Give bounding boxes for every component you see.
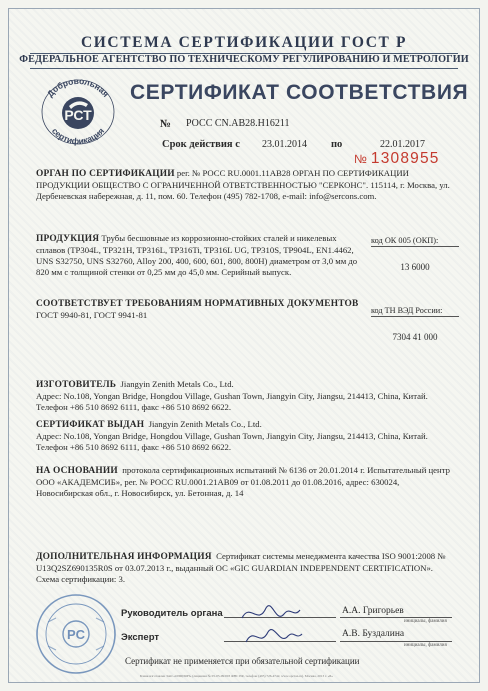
valid-from: 23.01.2014 bbox=[262, 139, 307, 150]
head-name: А.А. Григорьев bbox=[342, 606, 404, 616]
signature-scribble-icon bbox=[236, 596, 306, 652]
expert-name-line bbox=[340, 641, 452, 642]
serial-value: 1308955 bbox=[370, 150, 440, 167]
expert-name: А.В. Буздалина bbox=[342, 629, 405, 639]
conformity-heading: СООТВЕТСТВУЕТ ТРЕБОВАНИЯМ НОРМАТИВНЫХ ДОКУМЕНТОВ bbox=[36, 299, 359, 309]
blank-imprint: Бланк изготовлен ЗАО «ОПЦИОН» (лицензия № 05-05-09/003 ФНС РФ, телефон (495) 726-4742, www.opcion.ru). Москва, 2013 г. «Б» bbox=[140, 674, 334, 678]
manufacturer-name: Jiangyin Zenith Metals Co., Ltd. bbox=[120, 379, 234, 389]
logo-letters: РСТ bbox=[64, 107, 92, 123]
cert-number-label: № bbox=[160, 118, 172, 130]
issued-to-heading: СЕРТИФИКАТ ВЫДАН bbox=[36, 420, 145, 430]
header-rule-bottom bbox=[30, 68, 458, 69]
okp-code-box bbox=[371, 236, 459, 272]
agency-title: ФЕДЕРАЛЬНОЕ АГЕНТСТВО ПО ТЕХНИЧЕСКОМУ РЕГУЛИРОВАНИЮ И МЕТРОЛОГИИ bbox=[19, 54, 469, 65]
organ-block bbox=[36, 168, 456, 202]
valid-to: 22.01.2017 bbox=[380, 139, 425, 150]
head-name-line bbox=[340, 617, 452, 618]
cert-number: РОСС CN.AB28.H16211 bbox=[186, 118, 290, 129]
manufacturer-address: Адрес: No.108, Yongan Bridge, Hongdou Village, Gushan Town, Jiangyin City, Jiangsu, 214413, China, Китай. Телефон +86 510 8692 6111, факс +86 510 8692 6622. bbox=[36, 391, 428, 412]
additional-text: Сертификат системы менеджмента качества ISO 9001:2008 № U13Q2SZ690135R0S от 03.07.2013 г., выданный ОС «GIC GUARDIAN INDEPENDENT CERTIFICATION». bbox=[36, 551, 446, 573]
tved-value: 7304 41 000 bbox=[392, 332, 438, 342]
issued-to-name: Jiangyin Zenith Metals Co., Ltd. bbox=[148, 419, 262, 429]
product-text: Трубы бесшовные из коррозионно-стойких сталей и никелевых сплавов (TP304L, TP321H, TP316L, TP316Ti, TP316L UG, TP310S, TP904L, EN1.4462, UNS S32750, UNS S32760, Alloy 200, 400, 600, 601, 800, 800H) диаметром от 3,0 мм до 820 мм с толщиной стенки от 0,25 мм до 45,0 мм. Серийный выпуск. bbox=[36, 233, 358, 277]
serial-prefix: № bbox=[354, 152, 367, 166]
additional-info-block bbox=[36, 551, 466, 585]
conformity-text: ГОСТ 9940-81, ГОСТ 9941-81 bbox=[36, 310, 148, 320]
serial-number bbox=[354, 150, 440, 168]
product-block bbox=[36, 233, 362, 278]
basis-block bbox=[36, 465, 456, 499]
official-stamp-icon bbox=[34, 592, 118, 676]
basis-text: протокола сертификационных испытаний № 6136 от 20.01.2014 г. Испытательный центр ООО «АКАДЕМСИБ», рег. № РОСС RU.0001.21АВ09 от 01.08.2011 до 01.08.2016, адрес: 630024, Новосибирская обл., г. Новосибирск, ул. Бетонная, д. 14 bbox=[36, 465, 450, 498]
head-name-caption: инициалы, фамилия bbox=[404, 619, 447, 624]
tved-label: код ТН ВЭД России: bbox=[371, 306, 459, 317]
issued-to-block bbox=[36, 419, 456, 453]
scheme-text: Схема сертификации: 3. bbox=[36, 574, 126, 584]
footer-note: Сертификат не применяется при обязательной сертификации bbox=[125, 656, 360, 666]
valid-to-label: по bbox=[331, 139, 343, 150]
issued-to-address: Адрес: No.108, Yongan Bridge, Hongdou Village, Gushan Town, Jiangyin City, Jiangsu, 214413, China, Китай. Телефон +86 510 8692 6111, факс +86 510 8692 6622. bbox=[36, 431, 428, 452]
validity-label: Срок действия с bbox=[162, 139, 240, 150]
okp-label: код ОК 005 (ОКП): bbox=[371, 236, 459, 247]
svg-text:Добровольная bbox=[45, 76, 111, 99]
expert-label: Эксперт bbox=[121, 632, 160, 643]
okp-value: 13 6000 bbox=[400, 262, 430, 272]
logo-arc-bottom: сертификация bbox=[49, 125, 107, 147]
organ-text: рег. № РОСС RU.0001.11AB28 ОРГАН ПО СЕРТИФИКАЦИИ ПРОДУКЦИИ ОБЩЕСТВО С ОГРАНИЧЕННОЙ ОТВЕТСТВЕННОСТЬЮ "СЕРКОНС". 115114, г. Москва, ул. Дербеневская набережная, д. 11, пом. 60. Телефон (495) 782-1708, e-mail: info@sercons.com. bbox=[36, 168, 450, 201]
system-title: СИСТЕМА СЕРТИФИКАЦИИ ГОСТ Р bbox=[80, 34, 408, 51]
organ-heading: ОРГАН ПО СЕРТИФИКАЦИИ bbox=[36, 169, 175, 179]
rst-logo-icon bbox=[36, 76, 120, 148]
expert-name-caption: инициалы, фамилия bbox=[404, 643, 447, 648]
manufacturer-block bbox=[36, 379, 456, 413]
product-heading: ПРОДУКЦИЯ bbox=[36, 234, 100, 244]
svg-text:PC: PC bbox=[66, 627, 86, 642]
tved-code-box bbox=[371, 306, 459, 342]
conformity-block bbox=[36, 298, 366, 321]
additional-heading: ДОПОЛНИТЕЛЬНАЯ ИНФОРМАЦИЯ bbox=[36, 552, 212, 562]
logo-arc-top: Добровольная bbox=[44, 76, 112, 99]
document-title: СЕРТИФИКАТ СООТВЕТСТВИЯ bbox=[130, 81, 469, 104]
basis-heading: НА ОСНОВАНИИ bbox=[36, 466, 118, 476]
head-of-organ-label: Руководитель органа bbox=[121, 608, 223, 619]
manufacturer-heading: ИЗГОТОВИТЕЛЬ bbox=[36, 380, 117, 390]
